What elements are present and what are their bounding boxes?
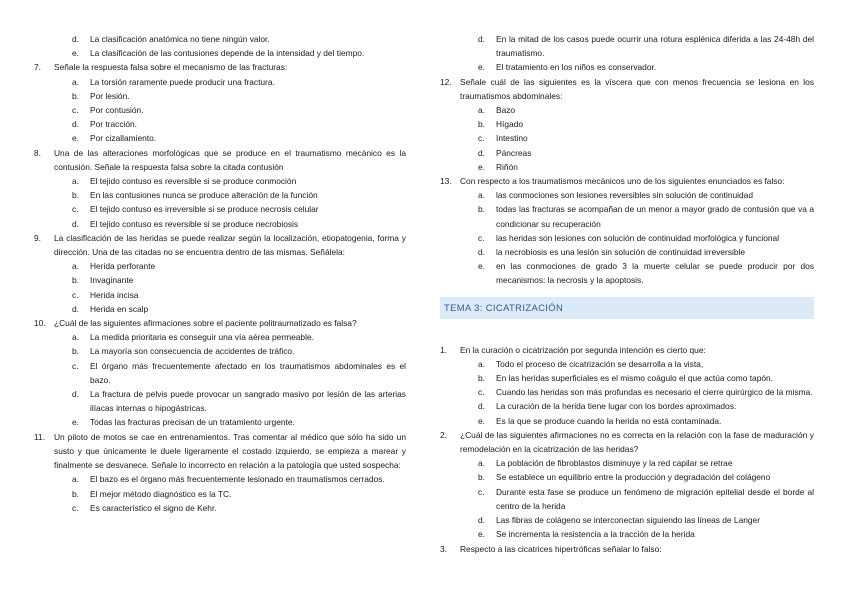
option-letter: a.: [72, 474, 79, 485]
answer-option: [440, 399, 814, 413]
option-text: Herida incisa: [90, 289, 139, 300]
answer-option: [34, 501, 406, 515]
question-text: ¿Cuál de las siguientes afirmaciones sobre el paciente politraumatizado es falsa?: [54, 318, 357, 329]
option-text: Todo el proceso de cicatrización se desarrolla a la vista,: [496, 358, 704, 369]
option-text: En la mitad de los casos puede ocurrir una rotura esplénica diferida a las 24-48h del traumatismo.: [496, 34, 814, 59]
option-text: El bazo es el órgano más frecuentemente lesionado en traumatismos cerrados.: [90, 474, 385, 485]
answer-option: [34, 359, 406, 387]
option-text: En las heridas superficiales es el mismo coágulo el que actúa como tapón.: [496, 373, 773, 384]
answer-option: [440, 371, 814, 385]
option-text: En las contusiones nunca se produce alteración de la función: [90, 190, 318, 201]
answer-option: [34, 472, 406, 486]
option-letter: a.: [478, 358, 485, 369]
answer-option: [34, 202, 406, 216]
answer-option: [34, 131, 406, 145]
question: [34, 231, 406, 259]
option-text: El órgano más frecuentemente afectado en los traumatismos abdominales es el bazo.: [90, 360, 406, 385]
option-letter: e.: [72, 417, 79, 428]
option-letter: b.: [72, 275, 79, 286]
question: [440, 343, 814, 357]
option-text: Por tracción.: [90, 119, 138, 130]
question-text: Con respecto a los traumatismos mecánicos uno de los siguientes enunciados es falso:: [460, 176, 785, 187]
question-text: Una de las alteraciones morfológicas que se produce en el traumatismo mecánico es la contusión. Señale la respuesta falsa sobre la citada contusión: [54, 147, 406, 172]
option-text: El tejido contuso es reversible si se produce conmoción: [90, 176, 297, 187]
option-letter: d.: [478, 401, 485, 412]
option-letter: e.: [478, 261, 485, 272]
option-text: Intestino: [496, 133, 528, 144]
answer-option: [440, 513, 814, 527]
option-text: Riñón: [496, 161, 518, 172]
answer-option: [440, 259, 814, 287]
option-letter: b.: [478, 472, 485, 483]
question-text: En la curación o cicatrización por segunda intención es cierto que:: [460, 344, 706, 355]
answer-option: [34, 217, 406, 231]
question-text: Un piloto de motos se cae en entrenamientos. Tras comentar al médico que sólo ha sido un susto y que únicamente le duele ligeramente el costado izquierdo, se empieza a marear y finalmente se desvanece. Señale lo incorrecto en relación a la patología que usted sospecha:: [54, 431, 406, 471]
option-letter: b.: [72, 488, 79, 499]
option-letter: c.: [72, 360, 79, 371]
question: [440, 428, 814, 456]
option-text: Hígado: [496, 119, 524, 130]
answer-option: [34, 259, 406, 273]
answer-option: [34, 288, 406, 302]
answer-option: [440, 485, 814, 513]
answer-option: [34, 487, 406, 501]
answer-option: [440, 245, 814, 259]
question: [440, 542, 814, 556]
question-number: 10.: [34, 318, 46, 329]
answer-option: [440, 357, 814, 371]
option-letter: b.: [478, 373, 485, 384]
option-letter: a.: [72, 76, 79, 87]
option-letter: c.: [72, 502, 79, 513]
option-letter: b.: [72, 90, 79, 101]
answer-option: [440, 60, 814, 74]
option-letter: a.: [72, 332, 79, 343]
answer-option: [440, 32, 814, 60]
question-number: 13.: [440, 176, 452, 187]
question-number: 1.: [440, 344, 447, 355]
answer-option: [440, 527, 814, 541]
option-text: Cuando las heridas son más profundas es necesario el cierre quirúrgico de la misma.: [496, 387, 813, 398]
answer-option: [34, 302, 406, 316]
question-number: 3.: [440, 543, 447, 554]
option-letter: c.: [478, 133, 485, 144]
option-text: Herida perforante: [90, 261, 156, 272]
option-letter: c.: [478, 387, 485, 398]
option-text: Invaginante: [90, 275, 134, 286]
option-text: Herida en scalp: [90, 303, 149, 314]
answer-option: [440, 188, 814, 202]
answer-option: [34, 330, 406, 344]
option-text: Se incrementa la resistencia a la tracción de la herida: [496, 529, 695, 540]
answer-option: [440, 414, 814, 428]
spacer: [440, 329, 814, 343]
option-letter: d.: [72, 389, 79, 400]
option-text: La población de fibroblastos disminuye y la red capilar se retrae: [496, 458, 733, 469]
answer-option: [34, 387, 406, 415]
answer-option: [34, 344, 406, 358]
option-text: La curación de la herida tiene lugar con los bordes aproximados.: [496, 401, 737, 412]
option-text: Las fibras de colágeno se interconectan siguiendo las líneas de Langer: [496, 515, 760, 526]
answer-option: [440, 131, 814, 145]
answer-option: [440, 202, 814, 230]
option-text: La medida prioritaria es conseguir una vía aérea permeable.: [90, 332, 314, 343]
option-letter: a.: [72, 261, 79, 272]
option-letter: d.: [478, 515, 485, 526]
option-text: la necrobiosis es una lesión sin solución de continuidad irreversible: [496, 247, 746, 258]
option-text: El mejor método diagnóstico es la TC.: [90, 488, 232, 499]
option-text: las heridas son lesiones con solución de continuidad morfológica y funcional: [496, 232, 780, 243]
question-number: 8.: [34, 147, 41, 158]
option-letter: d.: [478, 147, 485, 158]
option-letter: a.: [478, 105, 485, 116]
option-letter: d.: [72, 34, 79, 44]
question-text: Respecto a las cicatrices hipertróficas señalar lo falso:: [460, 543, 662, 554]
answer-option: [34, 103, 406, 117]
question: [34, 146, 406, 174]
question-number: 11.: [34, 431, 46, 442]
option-letter: e.: [72, 133, 79, 144]
answer-option: [440, 103, 814, 117]
option-letter: c.: [478, 486, 485, 497]
option-text: La clasificación anatómica no tiene ningún valor.: [90, 34, 270, 44]
answer-option: [440, 456, 814, 470]
option-text: Todas las fracturas precisan de un tratamiento urgente.: [90, 417, 295, 428]
answer-option: [440, 160, 814, 174]
option-text: La torsión raramente puede producir una fractura.: [90, 76, 275, 87]
option-text: Páncreas: [496, 147, 532, 158]
option-letter: d.: [72, 218, 79, 229]
option-letter: d.: [478, 247, 485, 258]
option-letter: a.: [478, 458, 485, 469]
option-letter: c.: [72, 105, 79, 116]
option-letter: e.: [478, 529, 485, 540]
answer-option: [34, 415, 406, 429]
option-text: Bazo: [496, 105, 516, 116]
option-text: todas las fracturas se acompañan de un menor a mayor grado de contusión que va a condicionar su recuperación: [496, 204, 814, 229]
right-column: [440, 32, 814, 556]
option-text: La clasificación de las contusiones depende de la intensidad y del tiempo.: [90, 48, 365, 59]
option-letter: b.: [72, 346, 79, 357]
option-text: El tejido contuso es irreversible si se produce necrosis celular: [90, 204, 319, 215]
option-text: Es característico el signo de Kehr.: [90, 502, 217, 513]
answer-option: [34, 46, 406, 60]
answer-option: [34, 32, 406, 46]
question: [440, 75, 814, 103]
answer-option: [34, 188, 406, 202]
option-text: las conmociones son lesiones reversibles sin solución de continuidad: [496, 190, 753, 201]
option-letter: e.: [478, 161, 485, 172]
option-letter: b.: [72, 190, 79, 201]
option-letter: c.: [478, 232, 485, 243]
left-column: [34, 32, 406, 515]
option-text: Durante esta fase se produce un fenómeno de migración epitelial desde el borde al centro de la herida: [496, 486, 814, 511]
option-letter: d.: [72, 119, 79, 130]
question: [34, 316, 406, 330]
option-text: en las conmociones de grado 3 la muerte celular se puede producir por dos mecanismos: la necrosis y la apoptosis.: [496, 261, 814, 286]
question-number: 7.: [34, 62, 41, 73]
question: [440, 174, 814, 188]
option-text: La mayoría son consecuencia de accidentes de tráfico.: [90, 346, 295, 357]
answer-option: [440, 117, 814, 131]
question: [34, 60, 406, 74]
option-letter: b.: [478, 119, 485, 130]
option-text: Por contusión.: [90, 105, 144, 116]
option-letter: c.: [72, 289, 79, 300]
answer-option: [440, 385, 814, 399]
option-letter: c.: [72, 204, 79, 215]
option-letter: a.: [72, 176, 79, 187]
option-letter: b.: [478, 204, 485, 215]
question-number: 2.: [440, 429, 447, 440]
option-letter: a.: [478, 190, 485, 201]
option-text: Por cizallamiento.: [90, 133, 157, 144]
option-text: La fractura de pelvis puede provocar un sangrado masivo por lesión de las arterias ilíacas internas o hipogástricas.: [90, 389, 406, 414]
section-heading: TEMA 3: CICATRIZACIÓN: [440, 297, 814, 319]
option-text: Se establece un equilibrio entre la producción y degradación del colágeno: [496, 472, 771, 483]
question-number: 12.: [440, 76, 452, 87]
answer-option: [34, 273, 406, 287]
answer-option: [440, 470, 814, 484]
option-letter: e.: [72, 48, 79, 59]
question-number: 9.: [34, 232, 41, 243]
answer-option: [34, 75, 406, 89]
answer-option: [440, 231, 814, 245]
option-letter: d.: [478, 34, 485, 44]
question-text: La clasificación de las heridas se puede realizar según la localización, etiopatogenia, forma y dirección. Una de las citadas no se encuentra dentro de las mismas. Señálela:: [54, 232, 406, 258]
answer-option: [34, 89, 406, 103]
question-text: Señale la respuesta falsa sobre el mecanismo de las fracturas:: [54, 62, 288, 73]
question-text: ¿Cuál de las siguientes afirmaciones no es correcta en la relación con la fase de maduración y remodelación en la cicatrización de las heridas?: [460, 429, 814, 455]
option-letter: e.: [478, 62, 485, 73]
option-text: Es la que se produce cuando la herida no está contaminada.: [496, 415, 722, 426]
answer-option: [34, 174, 406, 188]
question: [34, 430, 406, 473]
question-text: Señale cuál de las siguientes es la víscera que con menos frecuencia se lesiona en los traumatismos abdominales:: [460, 76, 814, 101]
option-letter: e.: [478, 415, 485, 426]
answer-option: [34, 117, 406, 131]
answer-option: [440, 146, 814, 160]
option-text: El tejido contuso es reversible si se produce necrobiosis: [90, 218, 299, 229]
option-letter: d.: [72, 303, 79, 314]
option-text: Por lesión.: [90, 90, 130, 101]
option-text: El tratamiento en los niños es conservador.: [496, 62, 657, 73]
